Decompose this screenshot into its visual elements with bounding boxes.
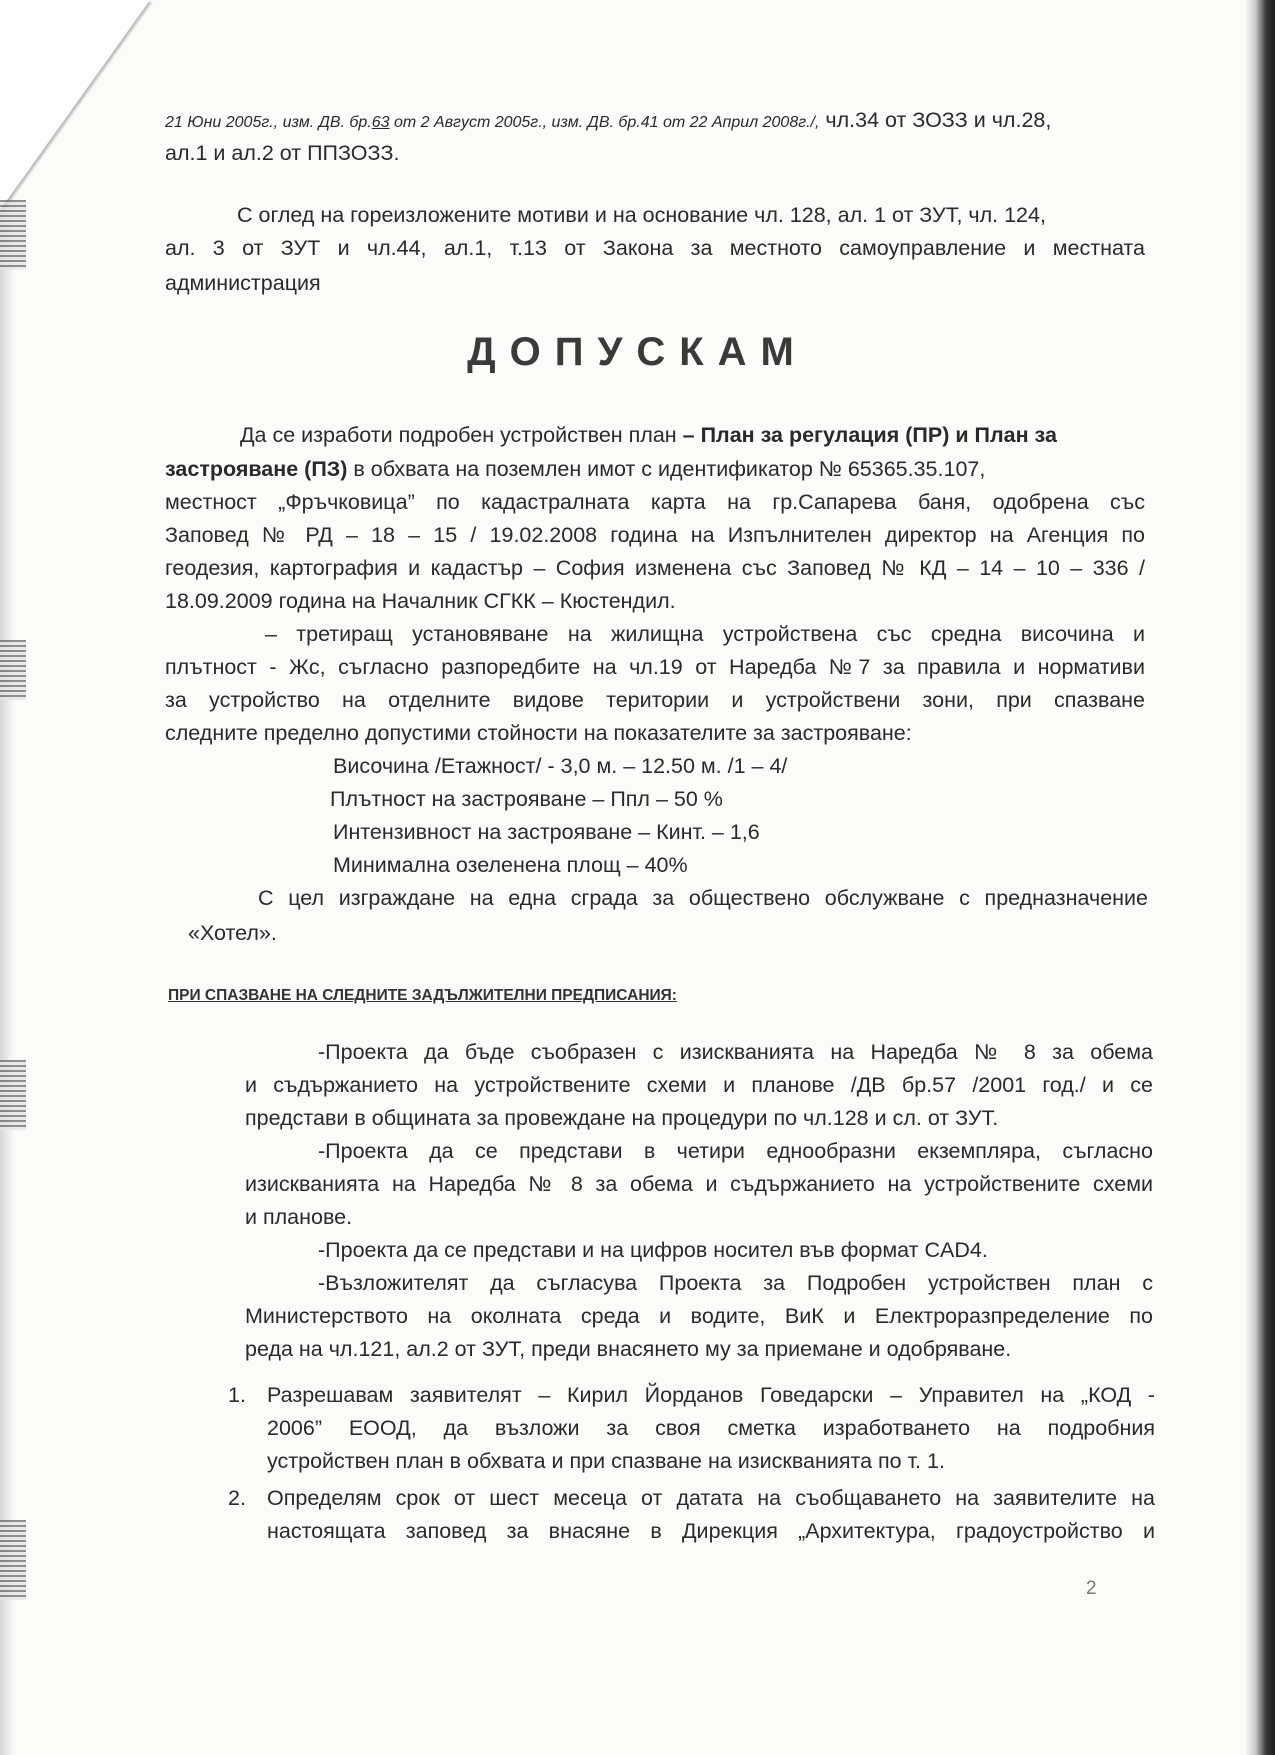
scan-right-edge (1245, 0, 1275, 1755)
prescription-4-line-1: -Възложителят да съгласува Проекта за Подробен устройствен план с (318, 1271, 1153, 1295)
folded-corner (0, 0, 150, 210)
numbered-item-1-line-2: 2006” ЕООД, да възложи за своя сметка изработването на подробния (267, 1416, 1155, 1440)
motive-line-2: ал. 3 от ЗУТ и чл.44, ал.1, т.13 от Закона за местното самоуправление и местната (165, 236, 1145, 260)
decision-heading: ДОПУСКАМ (467, 330, 808, 374)
prescription-1-line-3: представи в общината за провеждане на процедури по чл.128 и сл. от ЗУТ. (245, 1106, 999, 1130)
main-line-1-bold: – План за регулация (ПР) и План за (682, 423, 1057, 447)
main-line-4: Заповед № РД – 18 – 15 / 19.02.2008 година на Изпълнителен директор на Агенция по (165, 523, 1145, 547)
purpose-line-1: С цел изграждане на една сграда за обществено обслужване с предназначение (258, 886, 1148, 910)
prescription-4-line-3: реда на чл.121, ал.2 от ЗУТ, преди внасянето му за приемане и одобряване. (245, 1337, 1012, 1361)
treating-line-3: за устройство на отделните видове територии и устройствени зони, при спазване (165, 688, 1145, 712)
numbered-item-1-line-3: устройствен план в обхвата и при спазване на изискванията по т. 1. (267, 1449, 945, 1473)
prescription-2-line-3: и планове. (245, 1205, 353, 1229)
scan-binding-marks (0, 1520, 26, 1600)
numbered-item-2-line-2: настоящата заповед за внасяне в Дирекция „Архитектура, градоустройство и (267, 1519, 1155, 1543)
intro-italic-text: 21 Юни 2005г., изм. ДВ. бр. (165, 114, 372, 131)
treating-line-1: – третиращ установяване на жилищна устройствена със средна височина и (265, 622, 1145, 646)
main-line-2-bold: застрояване (ПЗ) (165, 457, 348, 481)
motive-line-3: администрация (165, 271, 321, 295)
main-line-5: геодезия, картография и кадастър – София изменена със Заповед № КД – 14 – 10 – 336 / (165, 556, 1145, 580)
prescription-4-line-2: Министерството на околната среда и водите, ВиК и Електроразпределение по (245, 1304, 1153, 1328)
intro-italic-text-rest: от 2 Август 2005г., изм. ДВ. бр.41 от 22 Април 2008г./, (389, 114, 820, 131)
indicator-density: Плътност на застрояване – Ппл – 50 % (330, 787, 723, 811)
scan-binding-marks (0, 1060, 26, 1130)
prescription-2-line-1: -Проекта да се представи в четири еднообразни екземпляра, съгласно (318, 1139, 1153, 1163)
purpose-line-2: «Хотел». (188, 921, 277, 945)
scan-binding-marks (0, 200, 26, 270)
intro-line-1 (165, 108, 1051, 134)
indicator-intensity: Интензивност на застрояване – Кинт. – 1,6 (333, 820, 760, 844)
indicator-green-area: Минимална озеленена площ – 40% (333, 853, 688, 877)
indicator-height: Височина /Етажност/ - 3,0 м. – 12.50 м. /1 – 4/ (333, 754, 788, 778)
prescription-1-line-1: -Проекта да бъде съобразен с изискванията на Наредба № 8 за обема (318, 1040, 1153, 1064)
main-line-6: 18.09.2009 година на Началник СГКК – Кюстендил. (165, 589, 676, 613)
prescription-3-line-1: -Проекта да се представи и на цифров носител във формат CAD4. (318, 1238, 988, 1262)
prescription-1-line-2: и съдържанието на устройствените схеми и планове /ДВ бр.57 /2001 год./ и се (245, 1073, 1153, 1097)
main-line-1 (240, 423, 1057, 449)
main-line-3: местност „Фръчковица” по кадастралната карта на гр.Сапарева баня, одобрена със (165, 490, 1145, 514)
treating-line-2: плътност - Жс, съгласно разпоредбите на чл.19 от Наредба №7 за правила и нормативи (165, 655, 1145, 679)
intro-underlined-number: 63 (371, 114, 390, 131)
prescription-2-line-2: изискванията на Наредба № 8 за обема и съдържанието на устройствените схеми (245, 1172, 1153, 1196)
numbered-item-2-line-1: Определям срок от шест месеца от датата на съобщаването на заявителите на (267, 1486, 1155, 1510)
page-number: 2 (1086, 1578, 1097, 1599)
main-line-2 (165, 457, 985, 483)
main-line-1-text: Да се изработи подробен устройствен план (240, 423, 683, 447)
prescriptions-heading: ПРИ СПАЗВАНЕ НА СЛЕДНИТЕ ЗАДЪЛЖИТЕЛНИ ПРЕДПИСАНИЯ: (168, 987, 677, 1004)
numbered-item-2-number: 2. (228, 1486, 246, 1510)
treating-line-4: следните пределно допустими стойности на показателите за застрояване: (165, 721, 912, 745)
scan-binding-marks (0, 640, 26, 700)
main-line-2-text: в обхвата на поземлен имот с идентификатор № 65365.35.107, (347, 457, 986, 481)
intro-line-2: ал.1 и ал.2 от ППЗОЗЗ. (165, 141, 400, 165)
numbered-item-1-number: 1. (228, 1383, 246, 1407)
motive-line-1: С оглед на гореизложените мотиви и на основание чл. 128, ал. 1 от ЗУТ, чл. 124, (237, 203, 1046, 227)
numbered-item-1-line-1: Разрешавам заявителят – Кирил Йорданов Говедарски – Управител на „КОД - (267, 1383, 1155, 1407)
intro-regular-text: чл.34 от ЗОЗЗ и чл.28, (819, 108, 1052, 132)
